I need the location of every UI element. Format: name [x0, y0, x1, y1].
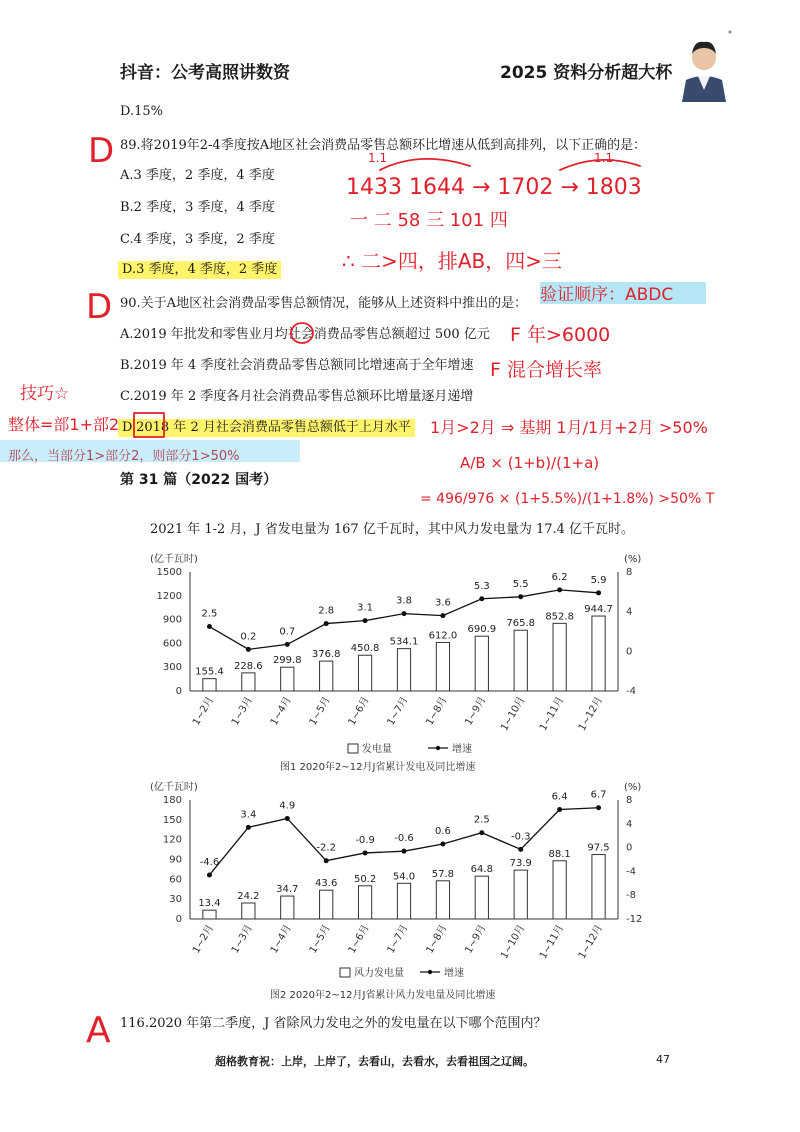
x-tick-label: 1~3月 — [229, 923, 255, 956]
y-left-tick: 300 — [162, 662, 182, 674]
rate-value-label: 5.3 — [473, 580, 490, 592]
y-left-tick: 0 — [175, 914, 182, 925]
q89-arc-1 — [380, 159, 470, 170]
bar — [358, 655, 371, 691]
chart-1 — [130, 540, 670, 785]
chart-title: 图1 2020年2~12月J省累计发电及同比增速 — [280, 762, 476, 773]
rate-value-label: 2.5 — [473, 814, 490, 826]
x-tick-label: 1~12月 — [576, 695, 606, 733]
y-right-tick: 0 — [626, 646, 633, 658]
q89-option-d: D.3 季度，4 季度，2 季度 — [118, 261, 281, 279]
y-right-tick: -12 — [626, 914, 643, 925]
bar-value-label: 155.4 — [195, 666, 224, 678]
tip-marker — [0, 440, 300, 462]
bar-value-label: 24.2 — [237, 891, 260, 903]
bar-value-label: 64.8 — [470, 864, 493, 876]
bar — [514, 630, 527, 691]
bar — [281, 896, 294, 919]
bar — [475, 876, 488, 919]
x-tick-label: 1~2月 — [190, 923, 217, 956]
q116-stem: 116.2020 年第二季度，J 省除风力发电之外的发电量在以下哪个范围内？ — [120, 1016, 547, 1031]
q89-option-a: A.3 季度，2 季度，4 季度 — [120, 168, 275, 183]
y-left-tick: 120 — [162, 834, 182, 846]
tip-title: 技巧☆ — [20, 384, 70, 404]
rate-value-label: 0.7 — [279, 626, 296, 638]
legend-line-point — [436, 746, 440, 750]
y-right-tick: 8 — [626, 795, 633, 806]
rate-value-label: 4.9 — [279, 800, 296, 812]
x-tick-label: 1~5月 — [307, 695, 333, 728]
chart-title: 图2 2020年2~12月J省累计风力发电量及同比增速 — [270, 990, 496, 1001]
q90-stem: 90.关于A地区社会消费品零售总额情况，能够从上述资料中推出的是： — [120, 296, 528, 311]
bar-value-label: 54.0 — [392, 871, 416, 883]
bar — [436, 881, 449, 919]
q90-circle-yue — [291, 323, 313, 343]
rate-value-label: 2.8 — [318, 605, 335, 617]
footer-text: 超格教育祝：上岸，上岸了，去看山，去看水，去看祖国之辽阔。 — [215, 1055, 534, 1068]
rate-value-label: 3.1 — [357, 602, 374, 614]
section-title: 第 31 篇（2022 国考） — [120, 472, 278, 488]
x-tick-label: 1~9月 — [463, 695, 489, 728]
bar-value-label: 765.8 — [506, 618, 536, 630]
y-left-tick: 90 — [169, 854, 182, 866]
x-tick-label: 1~2月 — [190, 695, 217, 728]
rate-value-label: 3.8 — [396, 595, 412, 607]
x-tick-label: 1~7月 — [385, 695, 411, 728]
q89-mark-1: 1.1 — [368, 151, 388, 165]
y-left-tick: 0 — [175, 686, 182, 697]
legend-line-label: 增速 — [444, 968, 464, 979]
q90-note-d: 1月>2月 ⇒ 基期 1月/1月+2月 >50% — [430, 418, 708, 437]
rate-value-label: 5.5 — [512, 578, 529, 590]
rate-value-label: 6.7 — [590, 789, 607, 801]
y-left-tick: 900 — [162, 614, 182, 626]
rate-value-label: -2.2 — [316, 842, 336, 854]
chart-2 — [130, 776, 670, 1016]
x-tick-label: 1~8月 — [424, 695, 450, 728]
tip-line-2: 那么，当部分1>部分2，则部分1>50% — [8, 449, 240, 464]
x-tick-label: 1~6月 — [346, 923, 372, 956]
x-tick-label: 1~9月 — [463, 923, 489, 956]
rate-value-label: 5.9 — [590, 574, 607, 586]
bar — [553, 861, 566, 919]
q90-note-a: F 年>6000 — [510, 324, 611, 346]
bar-value-label: 228.6 — [234, 660, 263, 672]
q90-order: 验证顺序：ABDC — [540, 285, 674, 305]
x-tick-label: 1~7月 — [385, 923, 411, 956]
x-tick-label: 1~11月 — [537, 923, 567, 961]
bar-value-label: 690.9 — [467, 624, 497, 636]
bar — [514, 870, 527, 919]
q116-answer-mark: A — [86, 1010, 111, 1051]
bar — [397, 883, 410, 919]
rate-value-label: -0.3 — [510, 831, 531, 843]
y-right-tick: 4 — [626, 818, 633, 830]
q89-sub: 一 二 58 三 101 四 — [350, 210, 508, 231]
rate-value-label: -4.6 — [199, 856, 220, 868]
q90-note-b: F 混合增长率 — [490, 359, 602, 381]
intro-text: 2021 年 1-2 月，J 省发电量为 167 亿千瓦时，其中风力发电量为 17.4 亿千瓦时。 — [150, 522, 635, 537]
q90-formula: A/B × (1+b)/(1+a) — [460, 454, 600, 472]
q90-answer-mark: D — [86, 287, 113, 327]
tip-line-1: 整体=部1+部2 — [8, 415, 120, 434]
y-left-tick: 1200 — [156, 590, 182, 602]
rate-value-label: -0.9 — [355, 834, 375, 846]
bar — [397, 649, 410, 691]
y-right-tick: -4 — [626, 686, 636, 697]
y-right-unit: (%) — [624, 782, 642, 793]
legend-line-point — [428, 970, 432, 974]
x-tick-label: 1~10月 — [499, 695, 528, 733]
bar-value-label: 88.1 — [548, 848, 571, 860]
x-tick-label: 1~6月 — [346, 695, 372, 728]
q89-conclusion: ∴ 二>四，排AB，四>三 — [342, 249, 562, 273]
bar-value-label: 73.9 — [509, 858, 532, 870]
y-right-unit: (%) — [624, 554, 642, 565]
rate-value-label: 0.6 — [434, 826, 451, 838]
bar — [436, 642, 449, 691]
legend-bar-swatch — [348, 744, 358, 753]
q89-option-c: C.4 季度，3 季度，2 季度 — [120, 232, 275, 247]
bar-value-label: 852.8 — [545, 611, 574, 623]
bar-value-label: 299.8 — [272, 655, 302, 667]
rate-value-label: 0.2 — [240, 631, 257, 643]
y-left-tick: 60 — [169, 874, 182, 886]
bar — [281, 667, 294, 691]
bar-value-label: 97.5 — [587, 842, 610, 854]
q89-option-b: B.2 季度，3 季度，4 季度 — [120, 200, 275, 215]
rate-value-label: 3.6 — [434, 597, 451, 609]
rate-value-label: 6.2 — [551, 571, 568, 583]
header-left-title: 抖音：公考高照讲数资 — [120, 63, 290, 83]
x-tick-label: 1~10月 — [499, 923, 528, 961]
x-tick-label: 1~4月 — [268, 695, 294, 728]
x-tick-label: 1~3月 — [229, 695, 255, 728]
rate-value-label: 6.4 — [551, 791, 568, 803]
bar — [242, 903, 255, 919]
bar-value-label: 944.7 — [584, 604, 613, 616]
x-tick-label: 1~4月 — [268, 923, 294, 956]
bar-value-label: 13.4 — [198, 898, 221, 910]
y-left-tick: 30 — [169, 894, 182, 906]
bar — [320, 661, 333, 691]
bar-value-label: 612.0 — [428, 630, 458, 642]
q90-option-d: D.2018 年 2 月社会消费品零售总额低于上月水平 — [118, 419, 415, 437]
rate-value-label: 2.5 — [201, 608, 218, 620]
page-number: 47 — [656, 1053, 670, 1066]
legend-line-label: 增速 — [452, 744, 472, 755]
bar — [592, 616, 605, 691]
y-right-tick: -4 — [626, 866, 636, 878]
y-left-unit: (亿千瓦时) — [150, 554, 198, 565]
rate-value-label: 3.4 — [240, 809, 257, 821]
q90-option-b: B.2019 年 4 季度社会消费品零售总额同比增速高于全年增速 — [120, 358, 474, 373]
q90-box-2018 — [134, 413, 164, 437]
q89-answer-mark: D — [88, 131, 115, 171]
q90-formula2: = 496/976 × (1+5.5%)/(1+1.8%) >50% T — [420, 491, 715, 507]
legend-bar-label: 风力发电量 — [354, 968, 404, 979]
legend-bar-label: 发电量 — [362, 744, 392, 755]
q89-stem-text: 89.将2019年2-4季度按A地区社会消费品零售总额环比增速从低到高排列，以下正确的是： — [120, 138, 647, 153]
bar-value-label: 34.7 — [276, 884, 299, 896]
q90-option-c: C.2019 年 2 季度各月社会消费品零售总额环比增量逐月递增 — [120, 389, 474, 404]
y-right-tick: 8 — [626, 567, 633, 578]
prev-option: D.15% — [120, 104, 163, 119]
q89-mark-2: 1.1 — [594, 151, 614, 165]
bar-value-label: 534.1 — [389, 636, 419, 648]
y-left-unit: (亿千瓦时) — [150, 782, 198, 793]
y-right-tick: 0 — [626, 842, 633, 854]
bar — [358, 886, 371, 919]
bar — [553, 623, 566, 691]
q89-calc: 1433 1644 → 1702 → 1803 — [346, 175, 642, 200]
header-right-title: 2025 资料分析超大杯 — [500, 63, 673, 83]
x-tick-label: 1~5月 — [307, 923, 333, 956]
bar-value-label: 50.2 — [353, 873, 377, 885]
q90-option-a: A.2019 年批发和零售业月均社会消费品零售总额超过 500 亿元 — [120, 327, 490, 342]
y-left-tick: 600 — [162, 638, 182, 650]
bar-value-label: 57.8 — [431, 868, 455, 880]
x-tick-label: 1~8月 — [424, 923, 450, 956]
bar — [592, 855, 605, 919]
y-left-tick: 180 — [162, 795, 182, 806]
bar-value-label: 43.6 — [315, 878, 338, 890]
y-right-tick: 4 — [626, 606, 633, 618]
bar-value-label: 376.8 — [311, 649, 341, 661]
bar — [475, 636, 488, 691]
bar — [203, 679, 216, 691]
x-tick-label: 1~11月 — [537, 695, 567, 733]
y-left-tick: 150 — [162, 814, 182, 826]
legend-bar-swatch — [340, 968, 350, 977]
bar — [320, 890, 333, 919]
bar-value-label: 450.8 — [350, 643, 380, 655]
rate-value-label: -0.6 — [394, 833, 414, 845]
y-left-tick: 1500 — [156, 567, 182, 578]
y-right-tick: -8 — [626, 890, 636, 902]
x-tick-label: 1~12月 — [576, 923, 606, 961]
bar — [203, 910, 216, 919]
bar — [242, 673, 255, 691]
